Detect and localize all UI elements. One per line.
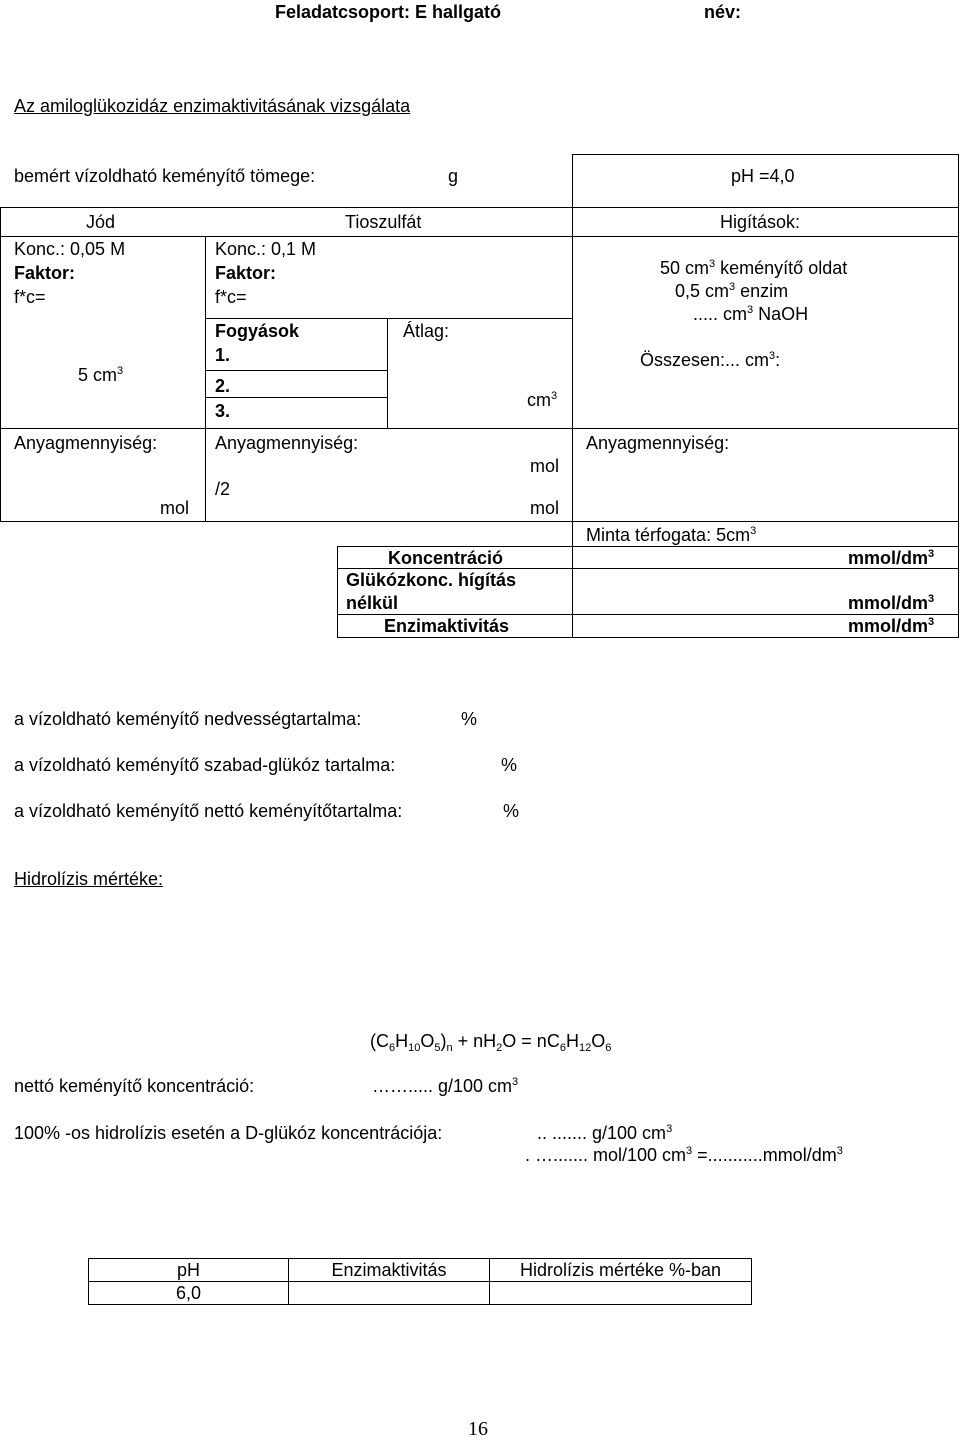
jod-mol: mol — [160, 498, 190, 518]
results-bottom — [337, 637, 959, 638]
table-row — [89, 1282, 752, 1305]
atlag-unit: $cm^3$ — [527, 390, 558, 410]
table-divider — [572, 154, 573, 638]
moisture-label: a vízoldható keményítő nedvességtartalma: — [14, 709, 362, 729]
header-row-bottom — [0, 236, 959, 237]
net-conc-value: ……..... g/100 $cm^3$ — [372, 1076, 519, 1096]
main-table-top — [0, 207, 959, 208]
name-label: név: — [704, 2, 742, 22]
jod-amount-label: Anyagmennyiség: — [14, 433, 158, 453]
hig-line-2: 0,5 $cm^3$ enzim — [675, 281, 789, 301]
hig-line-3: ..... $cm^3$ NaOH — [693, 304, 809, 324]
results-line-2 — [337, 614, 959, 615]
ph-value: pH =4,0 — [731, 166, 795, 186]
starch-box-top — [572, 154, 958, 155]
glukoz-label-2: nélkül — [346, 593, 399, 613]
tio-heading: Tioszulfát — [345, 212, 422, 232]
atlag-label: Átlag: — [403, 321, 450, 341]
fogyas-row-top — [205, 318, 572, 319]
hydrolysis-title: Hidrolízis mértéke: — [14, 869, 164, 889]
hig-line-1: 50 $cm^3$ keményítő oldat — [660, 258, 848, 278]
enzimaktivitas-unit: mmol/$dm^3$ — [848, 616, 935, 636]
jod-konc: Konc.: 0,05 M — [14, 239, 126, 259]
minta-row-top — [572, 521, 959, 522]
koncentracio-label: Koncentráció — [388, 548, 504, 568]
hig-heading: Higítások: — [720, 212, 801, 232]
cell-hidrolizis — [490, 1282, 752, 1305]
tio-konc: Konc.: 0,1 M — [215, 239, 317, 259]
fogyas-2: 2. — [215, 376, 231, 396]
glukoz-unit: mmol/$dm^3$ — [848, 593, 935, 613]
free-glucose-pct: % — [501, 755, 518, 775]
th-hidrolizis: Hidrolízis mértéke %-ban — [490, 1259, 752, 1282]
tio-faktor: Faktor: — [215, 263, 277, 283]
jod-faktor: Faktor: — [14, 263, 76, 283]
fogyas-1: 1. — [215, 345, 231, 365]
fogyas-row-line-2 — [205, 370, 387, 371]
tio-half: /2 — [215, 479, 231, 499]
moisture-pct: % — [461, 709, 478, 729]
page-title: Az amiloglükozidáz enzimaktivitásának vizsgálata — [14, 96, 411, 116]
starch-mass-label: bemért vízoldható keményítő tömege: — [14, 166, 316, 186]
table-right-border — [958, 154, 959, 638]
glukoz-label-1: Glükózkonc. hígítás — [346, 570, 517, 590]
full-hydrolysis-g: .. ....... g/100 $cm^3$ — [537, 1123, 673, 1143]
results-left — [337, 546, 338, 638]
amount-row-top — [0, 428, 959, 429]
net-conc-label: nettó keményítő koncentráció: — [14, 1076, 255, 1096]
hydrolysis-equation: $(C_6H_{10}O_5)_n + nH_2O = nC_6H_{12}O_6$ — [370, 1031, 612, 1054]
full-hydrolysis-label: 100% -os hidrolízis esetén a D-glükóz koncentrációja: — [14, 1123, 443, 1143]
tio-mol-2: mol — [530, 498, 560, 518]
table-header-row — [89, 1259, 752, 1282]
ph-results-table — [88, 1258, 752, 1305]
full-hydrolysis-mol: . …....... mol/100 $cm^3$ $=...........mmol/dm^3$ — [525, 1145, 843, 1165]
minta-volume: Minta térfogata: $5cm^3$ — [586, 525, 757, 545]
enzimaktivitas-label: Enzimaktivitás — [384, 616, 510, 636]
jod-tio-divider — [205, 236, 206, 521]
fogyas-row-line-1 — [205, 397, 387, 398]
group-label: Feladatcsoport: E hallgató — [275, 2, 502, 22]
jod-heading: Jód — [86, 212, 116, 232]
cell-enzimaktivitas — [289, 1282, 490, 1305]
main-table-left — [0, 207, 1, 521]
net-starch-pct: % — [503, 801, 520, 821]
tio-amount-label: Anyagmennyiség: — [215, 433, 359, 453]
results-top — [337, 546, 959, 547]
tio-mol-1: mol — [530, 456, 560, 476]
net-starch-label: a vízoldható keményítő nettó keményítőtartalma: — [14, 801, 403, 821]
cell-ph: 6,0 — [89, 1282, 289, 1305]
main-table-bottom-left — [0, 521, 572, 522]
th-enzimaktivitas: Enzimaktivitás — [289, 1259, 490, 1282]
fogyas-3: 3. — [215, 401, 231, 421]
jod-fc: f*c= — [14, 287, 46, 307]
th-ph: pH — [89, 1259, 289, 1282]
hig-osszesen: Összesen:... $cm^3$: — [640, 350, 781, 370]
fogyasok-label: Fogyások — [215, 321, 300, 341]
free-glucose-label: a vízoldható keményítő szabad-glükóz tartalma: — [14, 755, 396, 775]
tio-fc: f*c= — [215, 287, 247, 307]
jod-volume: 5 $cm^3$ — [78, 365, 124, 385]
page-number: 16 — [468, 1418, 488, 1440]
atlag-divider — [387, 318, 388, 428]
hig-amount-label: Anyagmennyiség: — [586, 433, 730, 453]
starch-mass-unit: g — [448, 166, 459, 186]
koncentracio-unit: mmol/$dm^3$ — [848, 548, 935, 568]
